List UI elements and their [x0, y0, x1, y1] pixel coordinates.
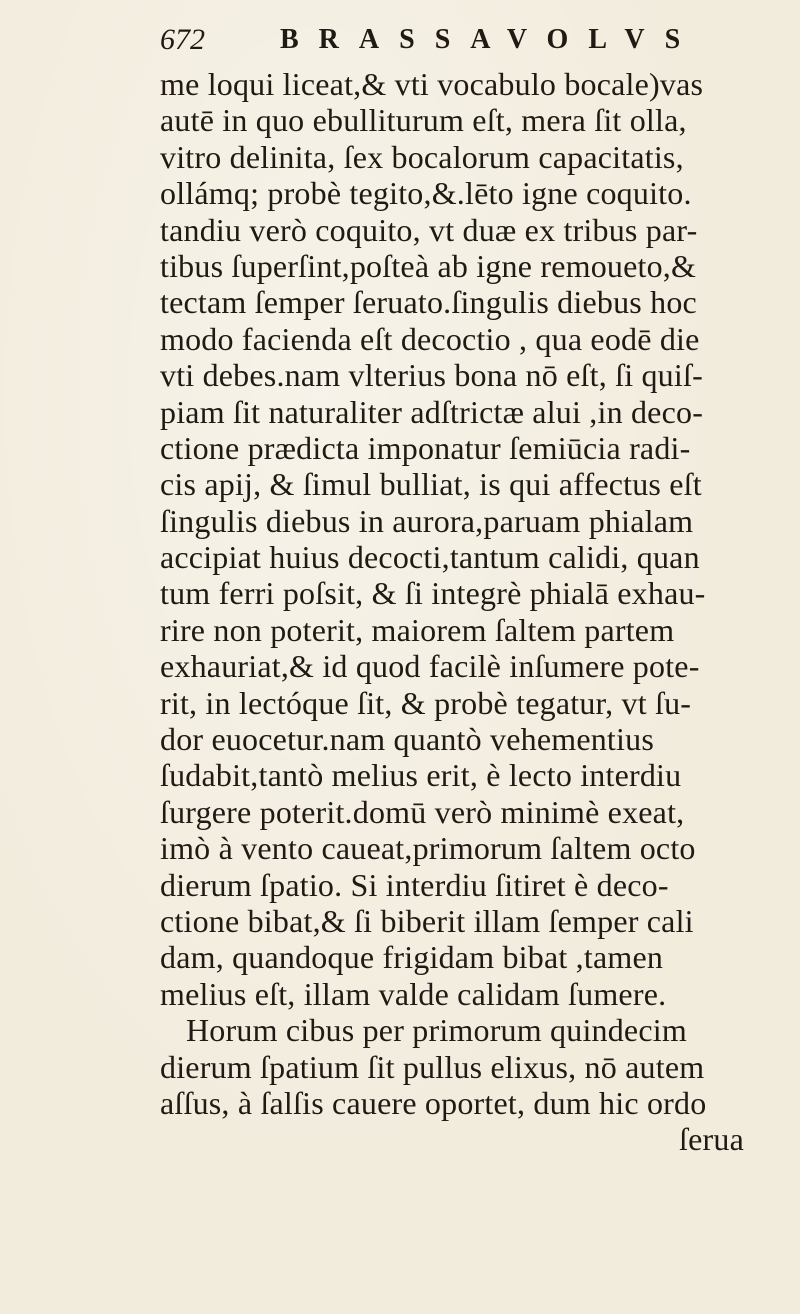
- text-line: ſudabit,tantò melius erit, è lecto interdiu: [160, 757, 682, 794]
- paragraph-first-line: Horum cibus per primorum quindecim: [186, 1012, 687, 1049]
- text-line: accipiat huius decocti,tantum calidi, quan: [160, 539, 700, 576]
- running-title: BRASSAVOLVS: [280, 24, 701, 55]
- text-line: dierum ſpatio. Si interdiu ſitiret è deco-: [160, 866, 669, 903]
- catchword: ſerua: [679, 1121, 744, 1158]
- text-line: rire non poterit, maiorem ſaltem partem: [160, 611, 675, 648]
- text-line: autē in quo ebulliturum eſt, mera ſit olla,: [160, 102, 687, 139]
- text-line: modo facienda eſt decoctio , qua eodē die: [160, 320, 700, 357]
- text-line: vitro delinita, ſex bocalorum capacitatis,: [160, 138, 684, 175]
- text-line: cis apij, & ſimul bulliat, is qui affectus eſt: [160, 466, 702, 503]
- text-line: tectam ſemper ſeruato.ſingulis diebus hoc: [160, 284, 697, 321]
- text-line: tandiu verò coquito, vt duæ ex tribus par-: [160, 211, 698, 248]
- text-line: melius eſt, illam valde calidam ſumere.: [160, 975, 667, 1012]
- body-text: [160, 66, 780, 1158]
- text-line: dor euocetur.nam quantò vehementius: [160, 721, 654, 758]
- text-line: ollámq; probè tegito,&.lēto igne coquito.: [160, 175, 692, 212]
- text-line: dierum ſpatium ſit pullus elixus, nō autem: [160, 1048, 705, 1085]
- text-line: me loqui liceat,& vti vocabulo bocale)vas: [160, 66, 704, 102]
- text-line: imò à vento caueat,primorum ſaltem octo: [160, 830, 696, 867]
- page-number: 672: [160, 23, 205, 56]
- text-line: ſurgere poterit.domū verò minimè exeat,: [160, 793, 685, 830]
- text-line: exhauriat,& id quod facilè inſumere pote-: [160, 648, 700, 685]
- text-line: ctione prædicta imponatur ſemiūcia radi-: [160, 429, 691, 466]
- text-line: tum ferri poſsit, & ſi integrè phialā exhau-: [160, 575, 706, 612]
- text-line: piam ſit naturaliter adſtrictæ alui ,in deco-: [160, 393, 704, 430]
- text-line: tibus ſuperſint,poſteà ab igne remoueto,&: [160, 247, 697, 284]
- text-line: aſſus, à ſalſis cauere oportet, dum hic ordo: [160, 1084, 707, 1121]
- text-line: dam, quandoque frigidam bibat ,tamen: [160, 939, 664, 976]
- running-head: [160, 20, 701, 60]
- text-line: ſingulis diebus in aurora,paruam phialam: [160, 502, 694, 539]
- text-line: vti debes.nam vlterius bona nō eſt, ſi quiſ-: [160, 357, 703, 394]
- text-line: ctione bibat,& ſi biberit illam ſemper cali: [160, 902, 694, 939]
- text-line: rit, in lectóque ſit, & probè tegatur, vt ſu-: [160, 684, 692, 721]
